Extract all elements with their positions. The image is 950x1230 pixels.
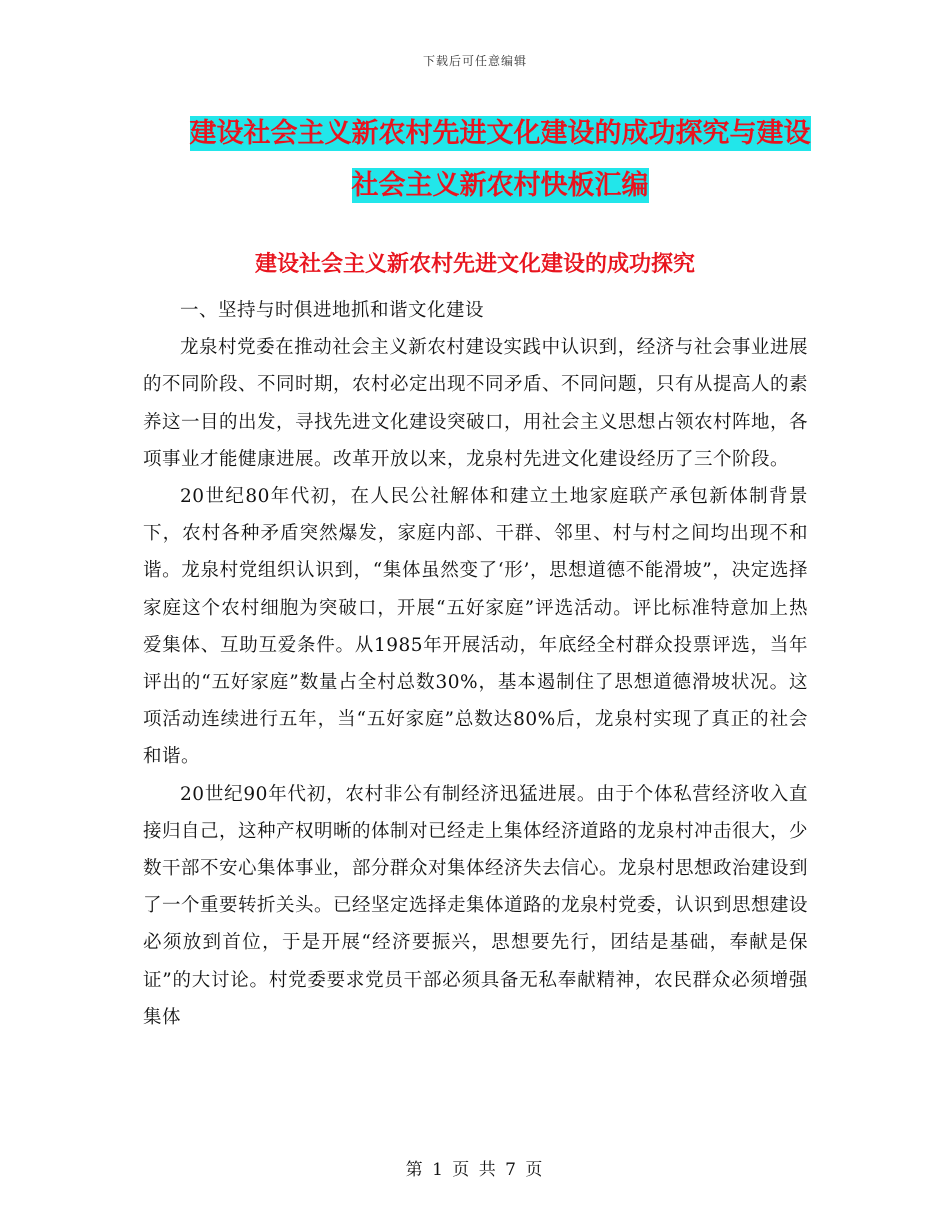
paragraph: 20世纪90年代初，农村非公有制经济迅猛进展。由于个体私营经济收入直接归自己，这种产权明晰的体制对已经走上集体经济道路的龙泉村冲击很大，少数干部不安心集体事业，部分群众对集体经济失去信心。龙泉村思想政治建设到了一个重要转折关头。已经坚定选择走集体道路的龙泉村党委，认识到思想建设必须放到首位，于是开展“经济要振兴，思想要先行，团结是基础，奉献是保证”的大讨论。村党委要求党员干部必须具备无私奉献精神，农民群众必须增强集体 bbox=[143, 783, 809, 1028]
paragraph-heading: 一、坚持与时俱进地抓和谐文化建设 bbox=[180, 300, 485, 321]
main-title bbox=[140, 108, 860, 212]
header-note: 下载后可任意编辑 bbox=[422, 54, 527, 68]
page-number-footer: 第 1 页 共 7 页 bbox=[405, 1160, 545, 1180]
section-title: 建设社会主义新农村先进文化建设的成功探究 bbox=[254, 252, 695, 277]
main-title-line-1: 建设社会主义新农村先进文化建设的成功探究与建设 bbox=[189, 118, 811, 149]
paragraph: 20世纪80年代初，在人民公社解体和建立土地家庭联产承包新体制背景下，农村各种矛盾突然爆发，家庭内部、干群、邻里、村与村之间均出现不和谐。龙泉村党组织认识到，“集体虽然变了‘形’，思想道德不能滑坡”，决定选择家庭这个农村细胞为突破口，开展“五好家庭”评选活动。评比标准特意加上热爱集体、互助互爱条件。从1985年开展活动，年底经全村群众投票评选，当年评出的“五好家庭”数量占全村总数30%，基本遏制住了思想道德滑坡状况。这项活动连续进行五年，当“五好家庭”总数达80%后，龙泉村实现了真正的社会和谐。 bbox=[143, 486, 808, 768]
paragraph: 龙泉村党委在推动社会主义新农村建设实践中认识到，经济与社会事业进展的不同阶段、不同时期，农村必定出现不同矛盾、不同问题，只有从提高人的素养这一目的出发，寻找先进文化建设突破口，用社会主义思想占领农村阵地，各项事业才能健康进展。改革开放以来，龙泉村先进文化建设经历了三个阶段。 bbox=[143, 337, 809, 470]
main-title-line-2: 社会主义新农村快板汇编 bbox=[351, 170, 649, 201]
body-text bbox=[143, 292, 808, 1036]
